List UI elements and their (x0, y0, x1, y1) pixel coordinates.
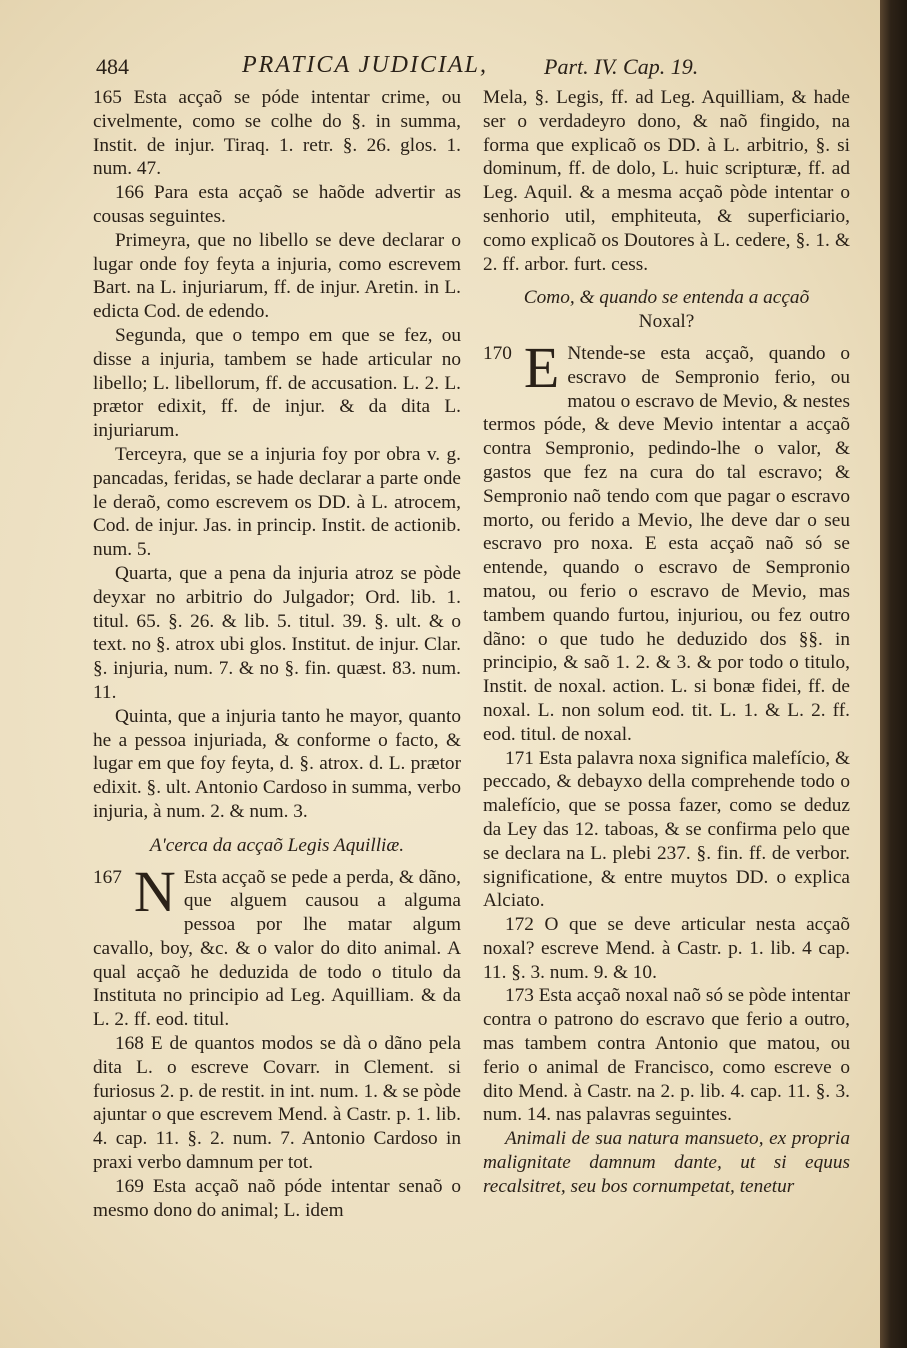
paragraph-172: 172 O que se deve articular nesta acçaõ noxal? escreve Mend. à Castr. p. 1. lib. 4 cap. 11. §. 3. num. 9. & 10. (483, 914, 850, 983)
paragraph-165: 165 Esta acçaõ se póde intentar crime, ou civelmente, como se colhe do §. in summa, Instit. de injur. Tiraq. 1. retr. §. 26. glos. 1. num. 47. (93, 87, 461, 180)
paragraph-quinta: Quinta, que a injuria tanto he mayor, quanto he a pessoa injuriada, & conforme o facto, & lugar em que foy feyta, d. §. atrox. d. L. prætor edixit. §. ult. Antonio Cardoso in summa, verbo injuria, à num. 2. & num. 3. (93, 705, 461, 822)
drop-cap: E (523, 334, 560, 400)
paragraph-number: 167 (93, 866, 122, 888)
paragraph-terceyra: Terceyra, que se a injuria foy por obra v. g. pancadas, feridas, se hade declarar a parte onde le deraõ, como escrevem os DD. à L. atrocem, Cod. de injur. Jas. in princip. Instit. de actionib. num. 5. (93, 443, 461, 561)
left-column (93, 86, 461, 1222)
section-heading-aquilliae: A'cerca da acçaõ Legis Aquilliæ. (149, 834, 405, 856)
right-column (483, 86, 850, 1199)
running-title: PRATICA JUDICIAL, (242, 52, 488, 78)
paragraph-170: 170 E Ntende-se esta acçaõ, quando o escravo de Sempronio ferio, ou matou o escravo de Mevio, & nestes termos póde, & deve Mevio intentar a acçaõ contra Sempronio, pedindo-lhe o valor, & gastos que fez na cura do tal escravo; & Sempronio naõ tendo com que pagar o escravo morto, ou ferido a Mevio, lhe deve dar o seu escravo pro noxa. E esta acçaõ naõ só se entende, quando o escravo de Sempronio matou, ou ferio o escravo de Mevio, mas tambem quando furtou, injuriou, ou fez outro dãno: o que tudo he deduzido dos §§. in principio, & saõ 1. 2. & 3. & por todo o titulo, Instit. de noxal. action. L. si bonæ fidei, ff. de noxal. L. non solum eod. tit. L. 1. & L. 2. ff. eod. titul. de noxal. (483, 334, 850, 745)
drop-cap: N (133, 858, 176, 924)
paragraph-171: 171 Esta palavra noxa significa malefício, & peccado, & debayxo della comprehende todo o malefício, que se possa fazer, como se deduz da Ley das 12. taboas, & se confirma pelo que se declara na L. plebi 237. §. fin. ff. de verbor. significatione, & entre muytos DD. o explica Alciato. (483, 747, 850, 912)
part-chapter: Part. IV. Cap. 19. (544, 54, 699, 79)
paragraph-166: 166 Para esta acçaõ se haõde advertir as cousas seguintes. (93, 182, 461, 227)
latin-quotation: Animali de sua natura mansueto, ex propria malignitate damnum dante, ut si equus recalsitret, seu bos cornumpetat, tenetur (483, 1128, 850, 1197)
section-heading-noxal: Como, & quando se entenda a acçaõ Noxal? (523, 287, 810, 333)
paragraph-173: 173 Esta acçaõ noxal naõ só se pòde intentar contra o patrono do escravo que ferio a outro, mas tambem contra Antonio que matou, ou ferio o animal de Francisco, como escreve o dito Mend. à Castr. na 2. p. lib. 4. cap. 11. §. 3. num. 14. nas palavras seguintes. (483, 985, 850, 1126)
paragraph-primeyra: Primeyra, que no libello se deve declarar o lugar onde foy feyta a injuria, como escrevem Bart. na L. injuriarum, ff. de injur. Aretin. in L. edicta Cod. de edendo. (93, 229, 461, 323)
paragraph-continuation: Mela, §. Legis, ff. ad Leg. Aquilliam, & hade ser o verdadeyro dono, & naõ fingido, na forma que explicaõ os DD. à L. arbitrio, §. si dominum, ff. de dolo, L. huic scripturæ, ff. ad Leg. Aquil. & a mesma acçaõ pòde intentar o senhorio util, emphiteuta, & superficiario, como explicaõ os Doutores à L. cedere, §. 1. & 2. ff. arbor. furt. cess. (483, 87, 850, 275)
paragraph-169: 169 Esta acçaõ naõ póde intentar senaõ o mesmo dono do animal; L. idem (93, 1175, 461, 1221)
paragraph-167: 167 N Esta acçaõ se pede a perda, & dãno, que alguem causou a alguma pessoa por lhe matar algum cavallo, boy, &c. & o valor do dito animal. A qual acçaõ he deduzida de todo o titulo da Instituta no principio ad Leg. Aquilliam. & da L. 2. ff. eod. titul. (93, 858, 461, 1031)
paragraph-segunda: Segunda, que o tempo em que se fez, ou disse a injuria, tambem se hade articular no libello; L. libellorum, ff. de accusation. L. 2. L. prætor edixit, ff. de injur. & da dita L. injuriarum. (93, 324, 461, 442)
paragraph-168: 168 E de quantos modos se dà o dãno pela dita L. o escreve Covarr. in Clement. si furiosus 2. p. de restit. in int. num. 1. & se pòde ajuntar o que escrevem Mend. à Castr. p. 1. lib. 4. cap. 11. §. 2. num. 7. Antonio Cardoso in praxi verbo damnum per tot. (93, 1033, 461, 1174)
page-number: 484 (96, 54, 129, 79)
paragraph-number: 170 (483, 342, 512, 364)
running-header (96, 48, 858, 84)
book-binding-edge (880, 0, 907, 1348)
paragraph-quarta: Quarta, que a pena da injuria atroz se pòde deyxar no arbitrio do Julgador; Ord. lib. 1. titul. 65. §. 26. & lib. 5. titul. 39. §. ult. & o text. no §. atrox ubi glos. Institut. de injur. Clar. §. injuria, num. 7. & no §. fin. quæst. 83. num. 11. (93, 562, 461, 703)
